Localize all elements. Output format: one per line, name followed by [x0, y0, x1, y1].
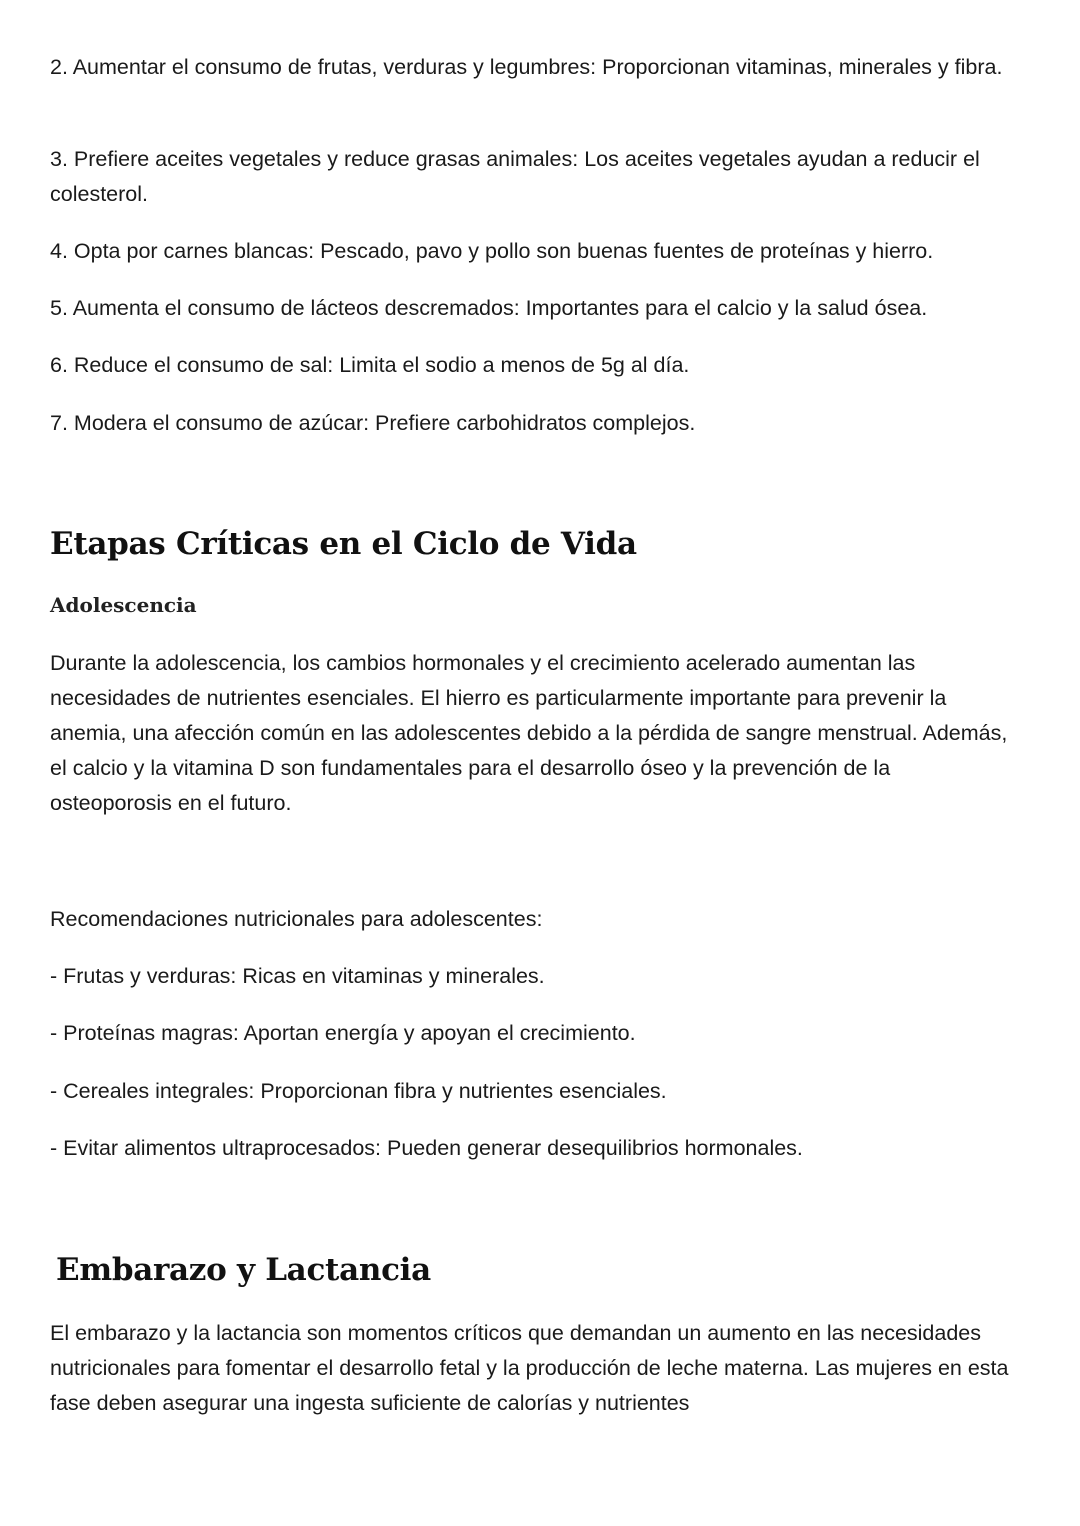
list-item: - Evitar alimentos ultraprocesados: Pueden generar desequilibrios hormonales. [50, 1136, 803, 1160]
list-item: - Frutas y verduras: Ricas en vitaminas y minerales. [50, 964, 545, 988]
section-heading: Embarazo y Lactancia [56, 1252, 431, 1288]
list-item: 5. Aumenta el consumo de lácteos descremados: Importantes para el calcio y la salud ósea. [50, 296, 928, 320]
list-item: 3. Prefiere aceites vegetales y reduce grasas animales: Los aceites vegetales ayudan a reducir el colesterol. [50, 147, 980, 206]
list-item: 7. Modera el consumo de azúcar: Prefiere carbohidratos complejos. [50, 411, 696, 435]
list-item: - Proteínas magras: Aportan energía y apoyan el crecimiento. [50, 1021, 636, 1045]
paragraph: El embarazo y la lactancia son momentos críticos que demandan un aumento en las necesidades nutricionales para fomentar el desarrollo fetal y la producción de leche materna. Las mujeres en esta fase deben asegurar una ingesta suficiente de calorías y nutrientes [50, 1321, 1009, 1415]
list-item: 6. Reduce el consumo de sal: Limita el sodio a menos de 5g al día. [50, 353, 690, 377]
section-heading: Etapas Críticas en el Ciclo de Vida [50, 526, 637, 562]
list-item: 4. Opta por carnes blancas: Pescado, pavo y pollo son buenas fuentes de proteínas y hierro. [50, 239, 934, 263]
list-item: 2. Aumentar el consumo de frutas, verduras y legumbres: Proporcionan vitaminas, minerales y fibra. [50, 55, 1003, 79]
subsection-heading: Adolescencia [50, 593, 197, 617]
list-item: - Cereales integrales: Proporcionan fibra y nutrientes esenciales. [50, 1079, 667, 1103]
list-intro: Recomendaciones nutricionales para adolescentes: [50, 907, 543, 931]
paragraph: Durante la adolescencia, los cambios hormonales y el crecimiento acelerado aumentan las necesidades de nutrientes esenciales. El hierro es particularmente importante para prevenir la anemia, una afección común en las adolescentes debido a la pérdida de sangre menstrual. Además, el calcio y la vitamina D son fundamentales para el desarrollo óseo y la prevención de la osteoporosis en el futuro. [50, 651, 1008, 815]
